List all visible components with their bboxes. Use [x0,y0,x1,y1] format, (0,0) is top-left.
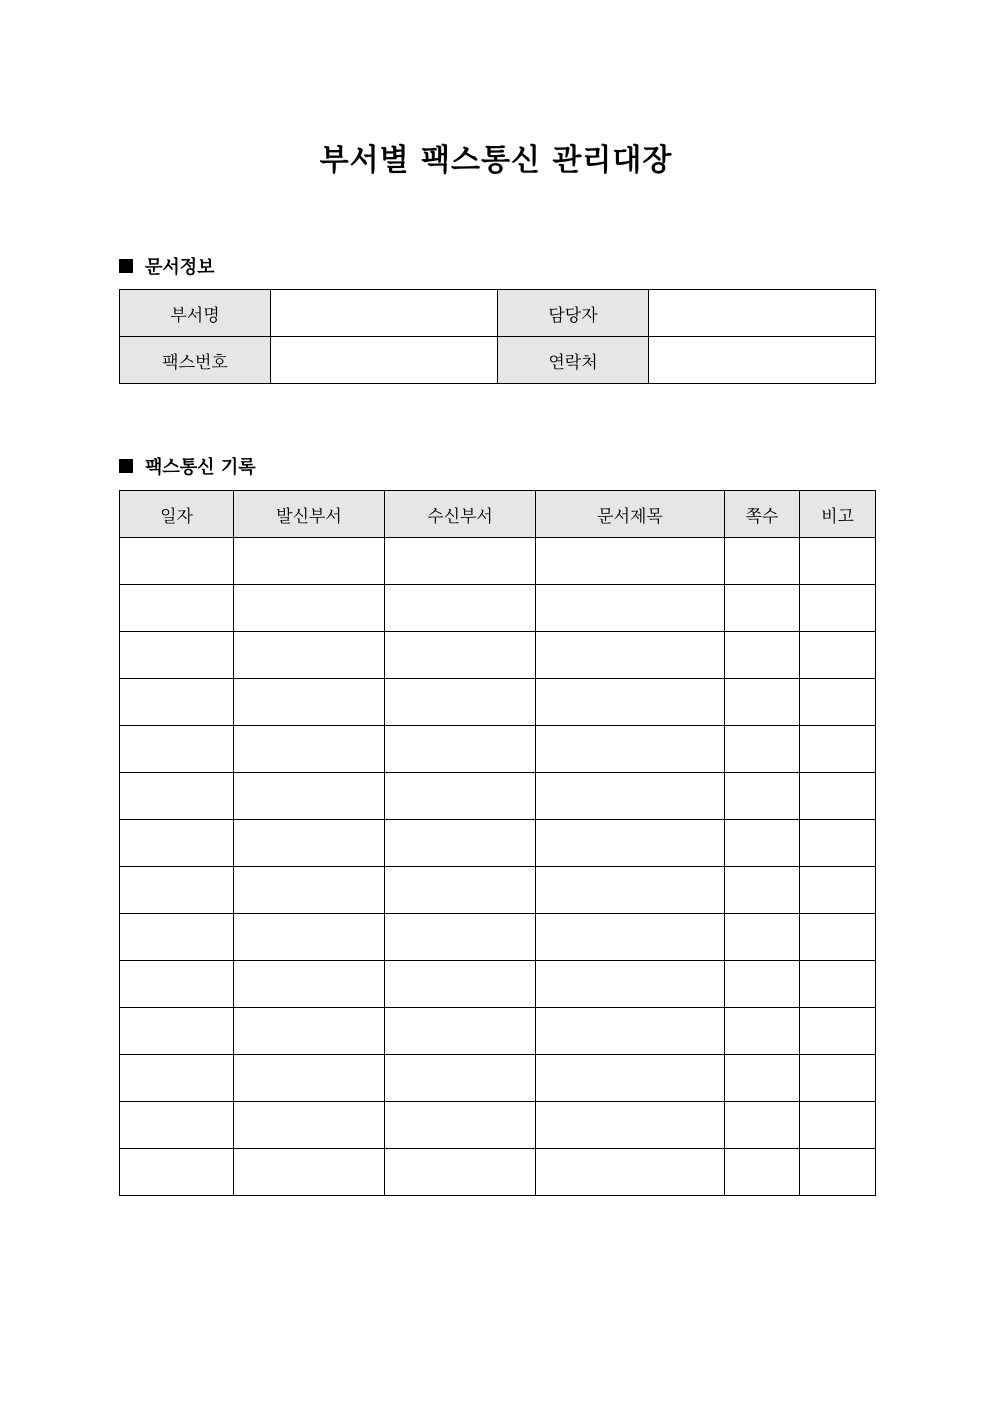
document-title-cell[interactable] [536,867,725,914]
date-cell[interactable] [120,961,234,1008]
remarks-cell[interactable] [800,679,876,726]
remarks-cell[interactable] [800,1008,876,1055]
section-heading-label: 팩스통신 기록 [145,457,256,478]
page-count-cell[interactable] [725,773,800,820]
remarks-cell[interactable] [800,773,876,820]
document-title-cell[interactable] [536,914,725,961]
document-info-table [119,289,876,384]
label-contact: 연락처 [498,337,649,384]
label-manager: 담당자 [498,290,649,337]
page-count-cell[interactable] [725,679,800,726]
column-header-page-count: 쪽수 [725,491,800,538]
column-header-receiver-dept: 수신부서 [385,491,536,538]
sender-dept-cell[interactable] [234,585,385,632]
sender-dept-cell[interactable] [234,632,385,679]
document-title-cell[interactable] [536,773,725,820]
page-count-cell[interactable] [725,1102,800,1149]
date-cell[interactable] [120,1102,234,1149]
receiver-dept-cell[interactable] [385,1102,536,1149]
receiver-dept-cell[interactable] [385,585,536,632]
page-count-cell[interactable] [725,632,800,679]
date-cell[interactable] [120,1008,234,1055]
receiver-dept-cell[interactable] [385,632,536,679]
page-count-cell[interactable] [725,1149,800,1196]
table-row [120,1149,876,1196]
document-title-cell[interactable] [536,1055,725,1102]
document-title-cell[interactable] [536,961,725,1008]
document-title-cell[interactable] [536,632,725,679]
receiver-dept-cell[interactable] [385,679,536,726]
document-title-cell[interactable] [536,585,725,632]
sender-dept-cell[interactable] [234,820,385,867]
sender-dept-cell[interactable] [234,726,385,773]
section-heading-label: 문서정보 [145,257,215,278]
remarks-cell[interactable] [800,1102,876,1149]
page-count-cell[interactable] [725,585,800,632]
remarks-cell[interactable] [800,867,876,914]
remarks-cell[interactable] [800,1055,876,1102]
date-cell[interactable] [120,632,234,679]
sender-dept-cell[interactable] [234,961,385,1008]
date-cell[interactable] [120,726,234,773]
square-bullet-icon [119,459,133,473]
fax-log-body [120,538,876,1196]
table-row [120,773,876,820]
sender-dept-cell[interactable] [234,679,385,726]
date-cell[interactable] [120,585,234,632]
document-title-cell[interactable] [536,538,725,585]
table-row [120,585,876,632]
date-cell[interactable] [120,1149,234,1196]
remarks-cell[interactable] [800,538,876,585]
sender-dept-cell[interactable] [234,773,385,820]
page-count-cell[interactable] [725,1055,800,1102]
date-cell[interactable] [120,538,234,585]
table-row [120,1055,876,1102]
document-title-cell[interactable] [536,1149,725,1196]
table-row [120,726,876,773]
table-row [120,632,876,679]
fax-log-header-row [120,491,876,538]
manager-field[interactable] [649,290,876,337]
remarks-cell[interactable] [800,914,876,961]
table-row [120,1102,876,1149]
date-cell[interactable] [120,679,234,726]
receiver-dept-cell[interactable] [385,961,536,1008]
remarks-cell[interactable] [800,961,876,1008]
table-row [120,961,876,1008]
receiver-dept-cell[interactable] [385,820,536,867]
remarks-cell[interactable] [800,1149,876,1196]
receiver-dept-cell[interactable] [385,867,536,914]
date-cell[interactable] [120,820,234,867]
document-title-cell[interactable] [536,1008,725,1055]
sender-dept-cell[interactable] [234,914,385,961]
receiver-dept-cell[interactable] [385,1149,536,1196]
section-heading-document-info [119,253,215,279]
page-title: 부서별 팩스통신 관리대장 [319,143,673,178]
column-header-sender-dept: 발신부서 [234,491,385,538]
sender-dept-cell[interactable] [234,538,385,585]
page-count-cell[interactable] [725,820,800,867]
sender-dept-cell[interactable] [234,1008,385,1055]
department-field[interactable] [271,290,498,337]
date-cell[interactable] [120,773,234,820]
column-header-remarks: 비고 [800,491,876,538]
document-title-cell[interactable] [536,679,725,726]
table-row [120,538,876,585]
receiver-dept-cell[interactable] [385,1055,536,1102]
remarks-cell[interactable] [800,726,876,773]
receiver-dept-cell[interactable] [385,538,536,585]
page-count-cell[interactable] [725,726,800,773]
fax-log-table [119,490,876,1196]
sender-dept-cell[interactable] [234,1149,385,1196]
table-row [120,867,876,914]
label-department: 부서명 [120,290,271,337]
sender-dept-cell[interactable] [234,1055,385,1102]
date-cell[interactable] [120,914,234,961]
date-cell[interactable] [120,867,234,914]
sender-dept-cell[interactable] [234,867,385,914]
receiver-dept-cell[interactable] [385,773,536,820]
remarks-cell[interactable] [800,585,876,632]
column-header-date: 일자 [120,491,234,538]
page-count-cell[interactable] [725,867,800,914]
page-count-cell[interactable] [725,1008,800,1055]
section-heading-fax-log [119,453,256,479]
info-row-fax [120,337,876,384]
document-title-cell[interactable] [536,1102,725,1149]
page-count-cell[interactable] [725,538,800,585]
receiver-dept-cell[interactable] [385,914,536,961]
receiver-dept-cell[interactable] [385,1008,536,1055]
remarks-cell[interactable] [800,632,876,679]
contact-field[interactable] [649,337,876,384]
receiver-dept-cell[interactable] [385,726,536,773]
date-cell[interactable] [120,1055,234,1102]
fax-number-field[interactable] [271,337,498,384]
table-row [120,679,876,726]
page-count-cell[interactable] [725,961,800,1008]
info-row-department [120,290,876,337]
column-header-document-title: 문서제목 [536,491,725,538]
table-row [120,820,876,867]
document-title-cell[interactable] [536,726,725,773]
remarks-cell[interactable] [800,820,876,867]
square-bullet-icon [119,259,133,273]
sender-dept-cell[interactable] [234,1102,385,1149]
document-title-cell[interactable] [536,820,725,867]
table-row [120,1008,876,1055]
label-fax-number: 팩스번호 [120,337,271,384]
page-count-cell[interactable] [725,914,800,961]
table-row [120,914,876,961]
